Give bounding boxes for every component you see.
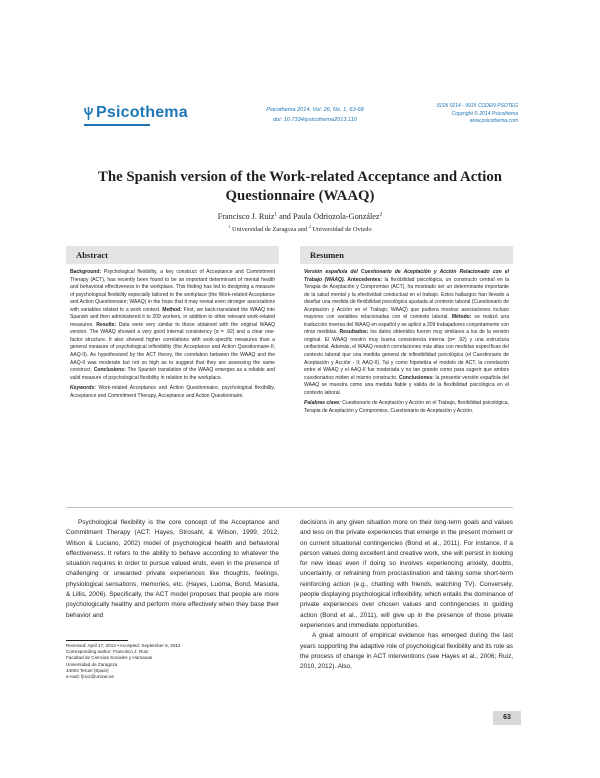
body-paragraph: Psychological flexibility is the core concept of the Acceptance and Commitment Therapy (ACT; Hayes, Strosahl, & Wilson, 1999, 2012; Wilson & Luciano, 2002) model of psychological health and behavioral effectiveness. It refers to the ability to behave according to whatever the situation requires in order to pursue valued ends, even in the presence of challenging or unwanted private experiences like thoughts, feelings, physiological sensations, memories, etc. (Hayes, Luoma, Bond, Masuda, & Lillis, 2006). Specifically, the ACT model proposes that people are more psychologically healthy and perform more effectively when they base their behavior and: [66, 519, 279, 619]
author-2-sup: 2: [379, 211, 383, 218]
resumen-heading: Resumen: [300, 246, 513, 264]
palabras-clave-label: Palabras clave:: [304, 400, 341, 407]
abstract-spanish: [300, 246, 513, 415]
abstract-english: [66, 246, 279, 400]
results-label: Results:: [93, 321, 117, 328]
footnote-city: 44003 Teruel (Spain): [66, 667, 109, 673]
body-column-left: [66, 518, 279, 638]
background-text: Psychological flexibility, a key construct of Acceptance and Commitment Therapy (ACT), has recently been found to be an important determinant of mental health and behavioral effectiveness in the workplace. This finding has led to designing a measure of psychological flexibility especially tailored to the workplace (the Work-related Acceptance and Action Questionnaire; WAAQ) in the hope that it may reveal even stronger associations with variables related to a work context.: [70, 269, 275, 313]
abstract-body: [66, 264, 279, 400]
journal-copyright: Copyright © 2014 Psicothema: [451, 110, 518, 117]
conclusions-text: The Spanish translation of the WAAQ emerges as a reliable and valid measure of psychological flexibility in relation to the workplace.: [70, 367, 275, 381]
affiliation-1-sup: 1: [228, 223, 231, 229]
journal-citation-block: [240, 106, 390, 125]
author-affiliations: [84, 223, 516, 233]
journal-rights-block: [412, 103, 518, 126]
footnote-email[interactable]: e-mail: fjruiz@unizar.es: [66, 674, 114, 680]
antecedentes-text: la flexibilidad psicológica, un constructo central en la Terapia de Aceptación y Compromiso (ACT), ha mostrado ser un determinante importante de la salud mental y la efectividad conductual en el trabajo. Estos hallazgos han llevado a diseñar una medida de flexibilidad psicológica ajustada al contexto laboral (Cuestionario de Aceptación y Acción en el Trabajo; WAAQ) que pudiera mostrar asociaciones incluso mayores con variables relacionadas con el contexto laboral.: [304, 276, 509, 321]
palabras-clave-text: Cuestionario de Aceptación y Acción en el Trabajo, flexibilidad psicológica, Terapia de Aceptación y Compromiso, Cuestionario de Aceptación y Acción.: [304, 400, 509, 414]
psi-logo-icon: [84, 106, 93, 121]
affiliation-1: Universidad de Zaragoza and: [230, 226, 309, 233]
resumen-keywords: [304, 400, 509, 415]
affiliation-2-sup: 2: [308, 223, 311, 229]
footnote-dates: Received: April 17, 2013 • Accepted: September 6, 2013: [66, 643, 181, 648]
resultados-text: los datos obtenidos fueron muy similares a los de la versión original. El WAAQ mostró muy buena consistencia interna (α= .92) y una estructura unifactorial. Además, el WAAQ mostró correlaciones más altas con medidas específicas del contexto laboral que una medida general de inflexibilidad psicológica (el Cuestionario de Aceptación y Acción - II; AAQ-II). Tal y como hipotetiza el modelo de ACT, la correlación entre el WAAQ y el AAQ-II fue moderada y no tan grande como para sugerir que ambos cuestionarios miden el mismo constructo.: [304, 329, 510, 381]
abstract-divider: [66, 507, 513, 508]
affiliation-2: Universidad de Oviedo: [310, 226, 372, 233]
brand-underline: [84, 124, 150, 126]
background-label: Background:: [70, 269, 102, 275]
metodo-label: Método:: [448, 314, 472, 321]
abstract-keywords: [70, 385, 275, 400]
method-text: First, we back-translated the WAAQ into Spanish and then administered it to 209 workers, in addition to other relevant work-related measures.: [70, 306, 275, 328]
article-authors: [84, 212, 516, 221]
conclusiones-text: la presente versión española del WAAQ se muestra como una medida fiable y válida de la flexibilidad psicológica en el contexto laboral.: [304, 374, 509, 396]
resumen-body: [300, 264, 513, 415]
journal-brand: [84, 104, 188, 122]
keywords-label: Keywords:: [70, 385, 96, 392]
page-number: 63: [493, 711, 521, 725]
method-label: Method:: [160, 306, 182, 313]
results-text: Data were very similar to those obtained with the original WAAQ version. The WAAQ showed a very good internal consistency (α = .92) and a clear one-factor structure. It also showed higher correlations with work-specific measures than a general measure of psychological inflexibility (the Acceptance and Action Questionnaire-II; AAQ-II). As hypothesized by the ACT theory, the correlation between the WAAQ and the AAQ-II was moderate but not so high as to suggest that they are assessing the same construct.: [70, 321, 275, 374]
journal-issn: ISSN 0214 - 9915 CODEN PSOTEG: [436, 103, 518, 109]
author-conjunction: and: [277, 212, 293, 221]
journal-doi: doi: 10.7334/psicothema2013.110: [273, 116, 357, 123]
resultados-label: Resultados:: [337, 329, 369, 336]
antecedentes-label: Antecedentes:: [345, 276, 383, 283]
journal-citation: Psicothema 2014, Vol. 26, No. 1, 63-68: [266, 107, 364, 113]
footnote-rule: [66, 640, 128, 641]
metodo-text: se realizó una traducción inversa del WAAQ en español y se aplicó a 209 trabajadores conjuntamente con otras medidas.: [304, 314, 509, 336]
abstract-text: [70, 269, 275, 382]
author-1: Francisco J. Ruiz: [217, 212, 275, 221]
footnote-university: Universidad de Zaragoza: [66, 661, 118, 667]
footnote-corresponding: Corresponding author: Francisco J. Ruiz: [66, 649, 149, 655]
resumen-title: Versión española del Cuestionario de Aceptación y Acción Relacionado con el Trabajo (WAAQ).: [304, 269, 509, 283]
conclusiones-label: Conclusiones:: [397, 374, 434, 381]
abstract-heading: Abstract: [66, 246, 279, 264]
body-column-right: [300, 518, 513, 672]
body-paragraph: decisions in any given situation more on their long-term goals and values and less on the private experiences that emerge in the present moment or on current situational contingencies (Bond et al., 2011). For instance, if a person values doing excellent and creative work, she will persist in looking for new ideas even if doing so involves experiencing anxiety, doubts, uncertainty, or refraining from procrastination and taking some short-term reinforcing action (e.g., chatting with friends, watching TV). Conversely, people displaying psychological inflexibility, which entails the dominance of private experiences over chosen values and contingencies in guiding action (Bond et al., 2011), will give up in the presence of those private experiences and immediate opportunities.: [300, 519, 513, 629]
footnote-faculty: Facultad de Ciencias Sociales y Humanas: [66, 655, 153, 661]
article-title: The Spanish version of the Work-related Acceptance and Action Questionnaire (WAAQ): [98, 169, 502, 204]
body-paragraph: A great amount of empirical evidence has emerged during the last years supporting the adaptive role of psychological flexibility and its role as the process of change in ACT interventions (see Hayes et al., 2006; Ruiz, 2010, 2012). Also,: [300, 632, 513, 671]
journal-website[interactable]: www.psicothema.com: [469, 118, 518, 125]
author-1-sup: 1: [274, 211, 278, 218]
resumen-text: [304, 269, 509, 397]
keywords-text: Work-related Acceptance and Action Questionnaire, psychological flexibility, Acceptance and Commitment Therapy, Acceptance and Action Questionnaire.: [70, 385, 275, 399]
footnote: [66, 643, 279, 680]
journal-name: Psicothema: [96, 104, 188, 121]
author-2: Paula Odriozola-González: [292, 212, 380, 221]
conclusions-label: Conclusions:: [91, 367, 126, 374]
